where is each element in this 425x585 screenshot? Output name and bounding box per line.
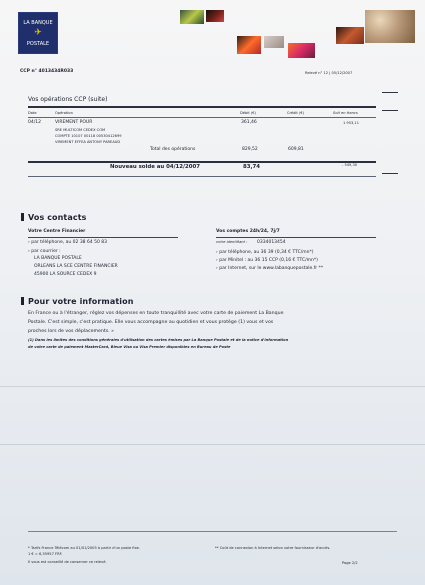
mosaic-tile: [336, 27, 364, 44]
info-paragraph-3: proches lors de vos déplacements. »: [28, 329, 115, 334]
footer-rule: [28, 531, 397, 532]
contact-center-heading: Votre Centre Financier: [28, 229, 86, 234]
identifier-label: votre identifiant :: [216, 240, 248, 244]
op-line-3: COMPTE 10107 00118 00530412699: [55, 134, 122, 138]
header-rule: [28, 117, 376, 118]
contacts-title-text: Vos contacts: [28, 213, 87, 222]
mosaic-tile: [264, 36, 284, 48]
online-minitel: › par Minitel : au 36 15 CCP (0,16 € TTC/mn*): [216, 258, 318, 263]
info-footnote-2: de votre carte de paiement MasterCard, Bleue Visa ou Visa Premier disponibles en Bureau de Poste: [28, 345, 231, 349]
contact-address-1: LA BANQUE POSTALE: [34, 256, 82, 261]
total-label: Total des opérations: [150, 147, 196, 152]
col-debit: Débit (€): [240, 111, 256, 115]
contacts-section-title: [21, 213, 86, 222]
contact-address-3: 45900 LA SOURCE CEDEX 9: [34, 272, 97, 277]
mosaic-tile: [365, 10, 415, 43]
col-credit: Crédit (€): [287, 111, 305, 115]
margin-mark: [382, 92, 398, 93]
col-francs: Soit en francs: [333, 111, 358, 115]
info-title-text: Pour votre information: [28, 297, 134, 306]
online-phone: › par téléphone, au 36 39 (0,34 € TTC/mn*): [216, 250, 314, 255]
logo-line-2: POSTALE: [26, 40, 50, 47]
paper-fold-line: [0, 386, 425, 387]
contact-phone: › par téléphone, au 02 38 64 50 83: [28, 240, 108, 245]
op-francs: 1 953,11: [343, 121, 360, 125]
total-debit: 829,52: [242, 147, 258, 152]
section-bar: [21, 213, 24, 221]
logo-line-1: LA BANQUE: [23, 19, 53, 26]
section-bar: [21, 297, 24, 305]
op-line-1: VIREMENT POUR: [55, 120, 93, 125]
total-credit: 609,81: [288, 147, 304, 152]
mosaic-tile: [288, 43, 315, 58]
op-line-4: VIREMENT EFFEA ANTONY PAREAUD: [55, 140, 121, 144]
contact-address-2: ORLEANS LA SCE CENTRE FINANCIER: [34, 264, 118, 269]
balance-francs: - 549,30: [342, 163, 358, 167]
info-section-title: [21, 297, 134, 306]
footer-note-2: 1 € = 6,55957 FRF.: [28, 552, 63, 556]
footer-note-3: Il vous est conseillé de conserver ce relevé.: [28, 560, 107, 564]
contact-center-rule: [28, 237, 178, 238]
mosaic-tile: [237, 36, 261, 54]
statement-number: Relevé n° 12 | 05/12/2007: [305, 71, 353, 75]
balance-label: Nouveau solde au 04/12/2007: [110, 164, 201, 170]
op-date: 04/12: [28, 120, 41, 125]
balance-rule: [28, 161, 376, 163]
col-operation: Opération: [55, 111, 73, 115]
postal-bird-icon: ✈: [34, 27, 42, 38]
mosaic-tile: [206, 10, 224, 22]
op-line-2: SRE MULTICOM CEDEX COM: [55, 128, 106, 132]
decorative-photo-mosaic: [180, 10, 416, 54]
operations-title-rule: [28, 106, 376, 108]
footer-note-4: ** Coût de connexion à Internet selon votre fournisseur d'accès.: [215, 546, 331, 550]
margin-mark: [382, 173, 398, 174]
online-internet: › par Internet, sur le www.labanquepostale.fr **: [216, 266, 324, 271]
balance-bottom-rule: [28, 176, 376, 177]
contact-mail-label: › par courrier :: [28, 249, 61, 254]
info-paragraph-2: Postale. C'est simple, c'est pratique. Elle vous accompagne au quotidien et vous protège (1) vous et vos: [28, 320, 274, 325]
margin-mark: [382, 110, 398, 111]
footer-note-1: * Tarifs France Télécom au 01/01/2005 à partir d'un poste fixe.: [28, 546, 140, 550]
mosaic-tile: [180, 10, 204, 24]
info-footnote-1: (1) Dans les limites des conditions générales d'utilisation des cartes émises par La Banque Postale et de la notice d'information: [28, 338, 289, 342]
online-rule: [216, 237, 376, 238]
op-debit: 361,46: [241, 120, 257, 125]
info-paragraph-1: En France ou à l'étranger, réglez vos dépenses en toute tranquillité avec votre carte de paiement La Banque: [28, 311, 284, 316]
paper-fold-line: [0, 444, 425, 445]
col-date: Date: [28, 111, 37, 115]
bank-logo: [18, 12, 58, 54]
balance-debit: 83,74: [243, 164, 261, 170]
page-number: Page 2/2: [342, 561, 358, 565]
account-number: CCP n° 4013434R033: [20, 69, 74, 74]
online-heading: Vos comptes 24h/24, 7j/7: [216, 229, 280, 234]
identifier-value: 0334013454: [257, 240, 286, 245]
operations-title: Vos opérations CCP (suite): [28, 96, 108, 103]
